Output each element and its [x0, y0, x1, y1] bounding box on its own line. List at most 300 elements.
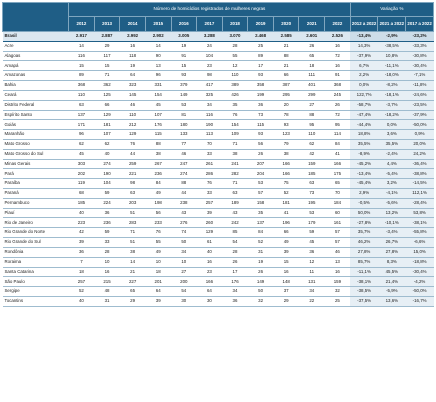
variation-cell: -18,1%	[378, 90, 406, 100]
count-cell: 76	[145, 228, 171, 238]
count-cell: 34	[222, 287, 248, 297]
count-cell: 379	[171, 81, 197, 91]
count-cell: 3.005	[171, 32, 197, 42]
table-row	[3, 61, 434, 71]
count-cell: 73	[299, 189, 325, 199]
table-row	[3, 120, 434, 130]
row-label: Pará	[3, 169, 69, 179]
count-cell: 78	[273, 110, 299, 120]
count-cell: 34	[197, 100, 223, 110]
count-cell: 31	[94, 296, 120, 306]
count-cell: 63	[299, 179, 325, 189]
count-cell: 32	[248, 296, 274, 306]
variation-cell: 112,1%	[406, 189, 434, 199]
count-cell: 65	[120, 287, 146, 297]
count-cell: 109	[222, 130, 248, 140]
count-cell: 207	[248, 159, 274, 169]
count-cell: 148	[273, 277, 299, 287]
count-cell: 368	[69, 81, 95, 91]
count-cell: 50	[248, 287, 274, 297]
count-cell: 202	[69, 169, 95, 179]
count-cell: 2.468	[248, 32, 274, 42]
count-cell: 54	[222, 238, 248, 248]
count-cell: 11	[299, 267, 325, 277]
table-row	[3, 228, 434, 238]
count-cell: 247	[171, 159, 197, 169]
count-cell: 176	[145, 120, 171, 130]
variation-cell: 50,0%	[350, 208, 378, 218]
count-cell: 18	[145, 267, 171, 277]
count-cell: 98	[197, 71, 223, 81]
variation-cell: -11,1%	[350, 267, 378, 277]
variation-cell: -13,4%	[350, 32, 378, 42]
count-cell: 76	[222, 110, 248, 120]
count-cell: 73	[248, 110, 274, 120]
count-cell: 29	[273, 296, 299, 306]
header-group-variation: Variação %	[350, 3, 433, 17]
count-cell: 137	[69, 110, 95, 120]
count-cell: 62	[94, 139, 120, 149]
variation-cell: -7,1%	[406, 71, 434, 81]
variation-cell: 15,0%	[406, 247, 434, 257]
count-cell: 179	[299, 218, 325, 228]
variation-cell: -5,4%	[378, 169, 406, 179]
count-cell: 180	[171, 120, 197, 130]
count-cell: 104	[94, 179, 120, 189]
count-cell: 27	[299, 100, 325, 110]
table-row	[3, 90, 434, 100]
count-cell: 88	[171, 179, 197, 189]
row-label: Alagoas	[3, 51, 69, 61]
count-cell: 257	[69, 277, 95, 287]
row-label: Brasil	[3, 32, 69, 42]
variation-cell: -10,1%	[378, 218, 406, 228]
count-cell: 62	[69, 139, 95, 149]
count-cell: 43	[222, 208, 248, 218]
header-variation: 2021 a 2022	[378, 17, 406, 32]
count-cell: 12	[299, 257, 325, 267]
count-cell: 19	[248, 257, 274, 267]
count-cell: 66	[273, 228, 299, 238]
count-cell: 41	[273, 208, 299, 218]
count-cell: 38	[273, 149, 299, 159]
count-cell: 36	[69, 247, 95, 257]
header-year: 2014	[120, 17, 146, 32]
variation-cell: 6,7%	[350, 61, 378, 71]
variation-cell: 35,5%	[350, 139, 378, 149]
count-cell: 65	[299, 51, 325, 61]
count-cell: 49	[273, 238, 299, 248]
count-cell: 39	[273, 247, 299, 257]
count-cell: 66	[94, 100, 120, 110]
count-cell: 145	[120, 90, 146, 100]
variation-cell: -18,0%	[378, 71, 406, 81]
count-cell: 34	[299, 287, 325, 297]
count-cell: 133	[171, 130, 197, 140]
count-cell: 149	[248, 277, 274, 287]
count-cell: 16	[325, 61, 351, 71]
count-cell: 29	[120, 296, 146, 306]
row-label: Paraíba	[3, 179, 69, 189]
variation-cell: 20,0%	[406, 139, 434, 149]
count-cell: 33	[197, 189, 223, 199]
table-container	[2, 2, 434, 307]
count-cell: 61	[197, 238, 223, 248]
count-cell: 39	[69, 238, 95, 248]
count-cell: 368	[325, 81, 351, 91]
count-cell: 16	[197, 257, 223, 267]
count-cell: 37	[273, 287, 299, 297]
count-cell: 12	[222, 61, 248, 71]
table-row	[3, 139, 434, 149]
count-cell: 261	[197, 159, 223, 169]
variation-cell: 3,2%	[378, 179, 406, 189]
count-cell: 22	[299, 296, 325, 306]
row-label: Amapá	[3, 61, 69, 71]
count-cell: 2.902	[145, 32, 171, 42]
count-cell: 10	[171, 257, 197, 267]
count-cell: 10	[145, 257, 171, 267]
variation-cell: -18,8%	[406, 257, 434, 267]
row-label: Distrito Federal	[3, 100, 69, 110]
count-cell: 236	[145, 169, 171, 179]
table-row	[3, 267, 434, 277]
count-cell: 295	[273, 90, 299, 100]
count-cell: 31	[248, 247, 274, 257]
count-cell: 41	[325, 149, 351, 159]
count-cell: 110	[222, 71, 248, 81]
table-row	[3, 189, 434, 199]
count-cell: 201	[145, 277, 171, 287]
row-label: Rio de Janeiro	[3, 218, 69, 228]
count-cell: 227	[120, 277, 146, 287]
count-cell: 104	[197, 51, 223, 61]
count-cell: 19	[171, 41, 197, 51]
count-cell: 48	[94, 287, 120, 297]
count-cell: 20	[273, 100, 299, 110]
table-row	[3, 130, 434, 140]
count-cell: 117	[94, 51, 120, 61]
count-cell: 159	[325, 277, 351, 287]
count-cell: 21	[273, 41, 299, 51]
table-row	[3, 287, 434, 297]
row-label: Sergipe	[3, 287, 69, 297]
variation-cell: -38,5%	[350, 287, 378, 297]
count-cell: 57	[325, 228, 351, 238]
count-cell: 88	[299, 110, 325, 120]
count-cell: 64	[145, 287, 171, 297]
count-cell: 33	[197, 149, 223, 159]
variation-cell: -5,6%	[378, 198, 406, 208]
header-year: 2021	[299, 17, 325, 32]
count-cell: 26	[222, 257, 248, 267]
count-cell: 36	[248, 100, 274, 110]
count-cell: 40	[197, 247, 223, 257]
count-cell: 401	[299, 81, 325, 91]
count-cell: 68	[69, 189, 95, 199]
variation-cell: -0,5%	[350, 198, 378, 208]
count-cell: 212	[120, 120, 146, 130]
row-label: Santa Catarina	[3, 267, 69, 277]
count-cell: 198	[145, 198, 171, 208]
count-cell: 89	[69, 71, 95, 81]
table-row	[3, 208, 434, 218]
count-cell: 203	[120, 198, 146, 208]
count-cell: 28	[222, 247, 248, 257]
count-cell: 16	[94, 267, 120, 277]
count-cell: 241	[222, 159, 248, 169]
variation-cell: -36,4%	[406, 159, 434, 169]
count-cell: 35	[222, 100, 248, 110]
count-cell: 57	[248, 189, 274, 199]
variation-cell: -23,5%	[406, 100, 434, 110]
count-cell: 236	[94, 218, 120, 228]
count-cell: 53	[299, 208, 325, 218]
count-cell: 38	[145, 149, 171, 159]
count-cell: 303	[69, 159, 95, 169]
row-label: Ceará	[3, 90, 69, 100]
count-cell: 26	[248, 149, 274, 159]
variation-cell: -11,1%	[378, 61, 406, 71]
count-cell: 2.601	[299, 32, 325, 42]
count-cell: 282	[222, 169, 248, 179]
count-cell: 18	[299, 61, 325, 71]
count-cell: 223	[69, 218, 95, 228]
count-cell: 60	[325, 208, 351, 218]
count-cell: 154	[145, 90, 171, 100]
variation-cell: 45,5%	[378, 267, 406, 277]
variation-cell: -50,0%	[406, 120, 434, 130]
table-row	[3, 238, 434, 248]
variation-cell: 35,5%	[378, 139, 406, 149]
variation-cell: -30,4%	[406, 61, 434, 71]
table-row	[3, 100, 434, 110]
count-cell: 129	[120, 130, 146, 140]
count-cell: 71	[222, 179, 248, 189]
row-label: Rio Grande do Sul	[3, 238, 69, 248]
table-row	[3, 71, 434, 81]
header-year: 2018	[222, 17, 248, 32]
count-cell: 38	[120, 247, 146, 257]
count-cell: 74	[171, 228, 197, 238]
count-cell: 53	[248, 179, 274, 189]
count-cell: 21	[120, 267, 146, 277]
count-cell: 129	[94, 110, 120, 120]
count-cell: 15	[171, 61, 197, 71]
count-cell: 45	[299, 238, 325, 248]
count-cell: 110	[120, 110, 146, 120]
row-label: Roraima	[3, 257, 69, 267]
count-cell: 242	[222, 218, 248, 228]
count-cell: 166	[273, 159, 299, 169]
count-cell: 190	[197, 120, 223, 130]
count-cell: 70	[197, 139, 223, 149]
variation-cell: -4,2%	[406, 277, 434, 287]
count-cell: 63	[222, 189, 248, 199]
variation-cell: 0,9%	[406, 130, 434, 140]
count-cell: 15	[69, 61, 95, 71]
variation-cell: -33,3%	[406, 41, 434, 51]
table-row	[3, 51, 434, 61]
count-cell: 76	[120, 139, 146, 149]
count-cell: 118	[120, 51, 146, 61]
header-year: 2019	[248, 17, 274, 32]
count-cell: 84	[248, 228, 274, 238]
variation-cell: -45,2%	[350, 159, 378, 169]
variation-cell: -23,2%	[406, 32, 434, 42]
count-cell: 36	[94, 208, 120, 218]
count-cell: 299	[299, 90, 325, 100]
count-cell: 17	[248, 61, 274, 71]
count-cell: 387	[273, 81, 299, 91]
count-cell: 283	[120, 218, 146, 228]
count-cell: 224	[94, 198, 120, 208]
variation-cell: -8,9%	[350, 149, 378, 159]
count-cell: 93	[273, 120, 299, 130]
variation-cell: 13,2%	[378, 208, 406, 218]
variation-cell: -13,4%	[350, 169, 378, 179]
variation-cell: -50,0%	[406, 287, 434, 297]
row-label: Minas Gerais	[3, 159, 69, 169]
variation-cell: 0,0%	[378, 120, 406, 130]
count-cell: 107	[94, 130, 120, 140]
variation-cell: 2,9%	[350, 189, 378, 199]
count-cell: 119	[69, 179, 95, 189]
count-cell: 200	[171, 277, 197, 287]
count-cell: 15	[94, 61, 120, 71]
table-row	[3, 41, 434, 51]
count-cell: 72	[325, 110, 351, 120]
count-cell: 23	[197, 61, 223, 71]
count-cell: 36	[299, 247, 325, 257]
variation-cell: 35,7%	[350, 228, 378, 238]
row-label: Mato Grosso	[3, 139, 69, 149]
count-cell: 39	[145, 296, 171, 306]
row-label: Mato Grosso do Sul	[3, 149, 69, 159]
table-row	[3, 179, 434, 189]
variation-cell: -55,8%	[406, 228, 434, 238]
table-row	[3, 32, 434, 42]
variation-cell: -5,9%	[378, 287, 406, 297]
variation-cell: 14,3%	[350, 41, 378, 51]
count-cell: 28	[222, 41, 248, 51]
count-cell: 257	[197, 198, 223, 208]
count-cell: 184	[325, 198, 351, 208]
count-cell: 26	[248, 267, 274, 277]
count-cell: 196	[273, 218, 299, 228]
count-cell: 46	[325, 247, 351, 257]
count-cell: 51	[120, 208, 146, 218]
count-cell: 110	[69, 90, 95, 100]
count-cell: 46	[171, 149, 197, 159]
count-cell: 16	[325, 41, 351, 51]
count-cell: 15	[273, 257, 299, 267]
variation-cell: 27,8%	[350, 247, 378, 257]
header-corner	[3, 3, 69, 32]
table-row	[3, 81, 434, 91]
table-row	[3, 159, 434, 169]
count-cell: 40	[94, 149, 120, 159]
row-label: Espírito Santo	[3, 110, 69, 120]
count-cell: 267	[145, 159, 171, 169]
count-cell: 26	[299, 41, 325, 51]
count-cell: 56	[248, 139, 274, 149]
count-cell: 2.992	[120, 32, 146, 42]
count-cell: 14	[145, 41, 171, 51]
count-cell: 175	[325, 169, 351, 179]
table-row	[3, 296, 434, 306]
header-variation: 2017 a 2022	[406, 17, 434, 32]
count-cell: 195	[299, 198, 325, 208]
variation-cell: 24,2%	[406, 149, 434, 159]
count-cell: 2.585	[273, 32, 299, 42]
count-cell: 185	[299, 169, 325, 179]
count-cell: 7	[69, 257, 95, 267]
variation-cell: -27,8%	[350, 218, 378, 228]
variation-cell: 85,7%	[350, 257, 378, 267]
count-cell: 18	[69, 267, 95, 277]
variation-cell: 10,8%	[378, 51, 406, 61]
count-cell: 185	[69, 198, 95, 208]
count-cell: 53	[171, 100, 197, 110]
count-cell: 85	[222, 228, 248, 238]
count-cell: 181	[94, 120, 120, 130]
count-cell: 39	[197, 208, 223, 218]
variation-cell: 2,2%	[350, 71, 378, 81]
header-year: 2017	[197, 17, 223, 32]
row-label: Pernambuco	[3, 198, 69, 208]
count-cell: 51	[120, 238, 146, 248]
variation-cell: 8,3%	[378, 257, 406, 267]
count-cell: 417	[197, 81, 223, 91]
count-cell: 16	[273, 267, 299, 277]
row-label: Rondônia	[3, 247, 69, 257]
count-cell: 88	[145, 139, 171, 149]
header-year: 2015	[145, 17, 171, 32]
count-cell: 114	[325, 130, 351, 140]
variation-cell: -37,9%	[350, 51, 378, 61]
variation-cell: -3,7%	[378, 100, 406, 110]
count-cell: 77	[171, 139, 197, 149]
row-label: Acre	[3, 41, 69, 51]
row-label: São Paulo	[3, 277, 69, 287]
header-variation: 2012 a 2022	[350, 17, 378, 32]
header-group-count: Número de homicídios registrados de mulheres negras	[69, 3, 351, 17]
count-cell: 362	[94, 81, 120, 91]
count-cell: 71	[94, 71, 120, 81]
count-cell: 96	[69, 130, 95, 140]
variation-cell: -2,9%	[378, 32, 406, 42]
count-cell: 23	[197, 267, 223, 277]
count-cell: 233	[145, 218, 171, 228]
count-cell: 95	[325, 120, 351, 130]
variation-cell: -3,4%	[378, 228, 406, 238]
variation-cell: -24,6%	[406, 90, 434, 100]
count-cell: 49	[145, 189, 171, 199]
count-cell: 259	[120, 159, 146, 169]
variation-cell: -44,4%	[350, 120, 378, 130]
count-cell: 129	[197, 228, 223, 238]
variation-cell: -38,1%	[350, 277, 378, 287]
count-cell: 10	[94, 257, 120, 267]
count-cell: 25	[325, 296, 351, 306]
count-cell: 21	[273, 61, 299, 71]
count-cell: 54	[171, 287, 197, 297]
row-label: Rio Grande do Norte	[3, 228, 69, 238]
table-row	[3, 247, 434, 257]
count-cell: 72	[325, 51, 351, 61]
variation-cell: -28,4%	[406, 198, 434, 208]
